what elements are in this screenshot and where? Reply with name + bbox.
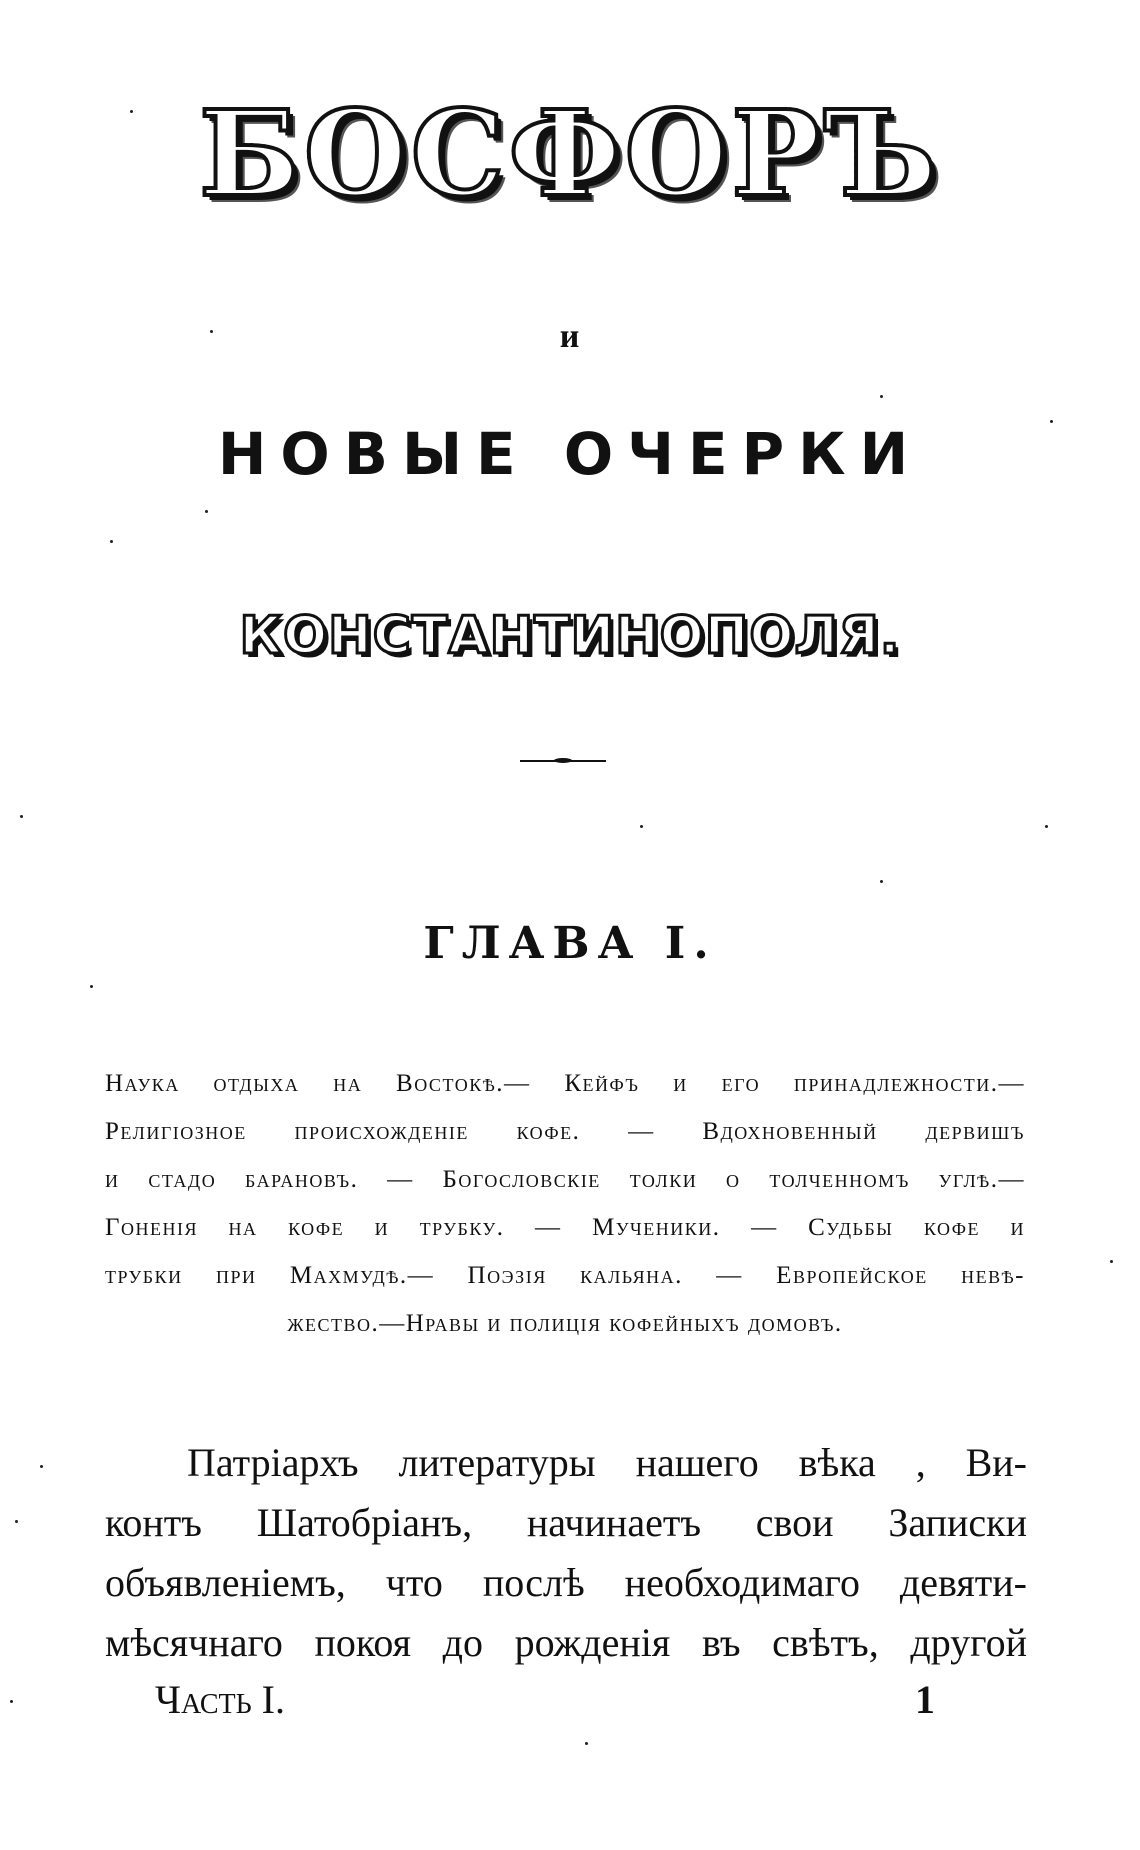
title-conjunction: и xyxy=(559,318,581,355)
subtitle-line-1: НОВЫЕ ОЧЕРКИ xyxy=(217,420,923,488)
summary-line: Наука отдыха на Востокѣ.— Кейфъ и его принадлежности.— xyxy=(105,1070,1025,1097)
summary-line: Гоненія на кофе и трубку. — Мученики. — Судьбы кофе и xyxy=(105,1214,1025,1241)
scan-speck xyxy=(1110,1260,1113,1263)
part-label: Часть I. xyxy=(155,1677,285,1722)
chapter-summary xyxy=(105,1060,1025,1348)
scan-speck xyxy=(15,1520,18,1523)
scan-speck xyxy=(10,1700,13,1703)
body-paragraph xyxy=(105,1433,1027,1673)
summary-line: и стадо барановъ. — Богословскіе толки о толченномъ углѣ.— xyxy=(105,1166,1025,1193)
summary-line: трубки при Махмудѣ.— Поэзія кальяна. — Европейское невѣ- xyxy=(105,1262,1025,1289)
scan-speck xyxy=(1050,420,1053,423)
scan-speck xyxy=(110,540,113,543)
scan-speck xyxy=(880,395,883,398)
scan-speck xyxy=(585,1742,588,1745)
signature-mark: 1 xyxy=(915,1677,935,1722)
scan-speck xyxy=(205,510,208,513)
scan-speck xyxy=(210,330,213,333)
scan-speck xyxy=(640,825,643,828)
scan-speck xyxy=(40,1465,43,1468)
body-line: контъ Шатобріанъ, начинаетъ свои Записки xyxy=(105,1500,1027,1545)
scan-speck xyxy=(880,880,883,883)
summary-line: Религіозное происхожденіе кофе. — Вдохновенный дервишъ xyxy=(105,1118,1025,1145)
scan-speck xyxy=(20,815,23,818)
scan-speck xyxy=(130,110,133,113)
body-line: Патріархъ литературы нашего вѣка , Ви- xyxy=(187,1440,1027,1485)
book-title-text: БОСФОРЪ xyxy=(199,84,941,223)
scan-speck xyxy=(1045,825,1048,828)
body-line: объявленіемъ, что послѣ необходимаго девяти- xyxy=(105,1560,1027,1605)
summary-line: жество.—Нравы и полиція кофейныхъ домовъ. xyxy=(287,1310,843,1337)
body-line: мѣсячнаго покоя до рожденія въ свѣтъ, другой xyxy=(105,1620,1027,1665)
scan-speck xyxy=(90,985,93,988)
ornamental-rule xyxy=(520,760,606,762)
book-title xyxy=(0,84,1140,223)
subtitle-line-2: КОНСТАНТИНОПОЛЯ. xyxy=(239,606,901,666)
chapter-heading: ГЛАВА I. xyxy=(423,918,717,969)
